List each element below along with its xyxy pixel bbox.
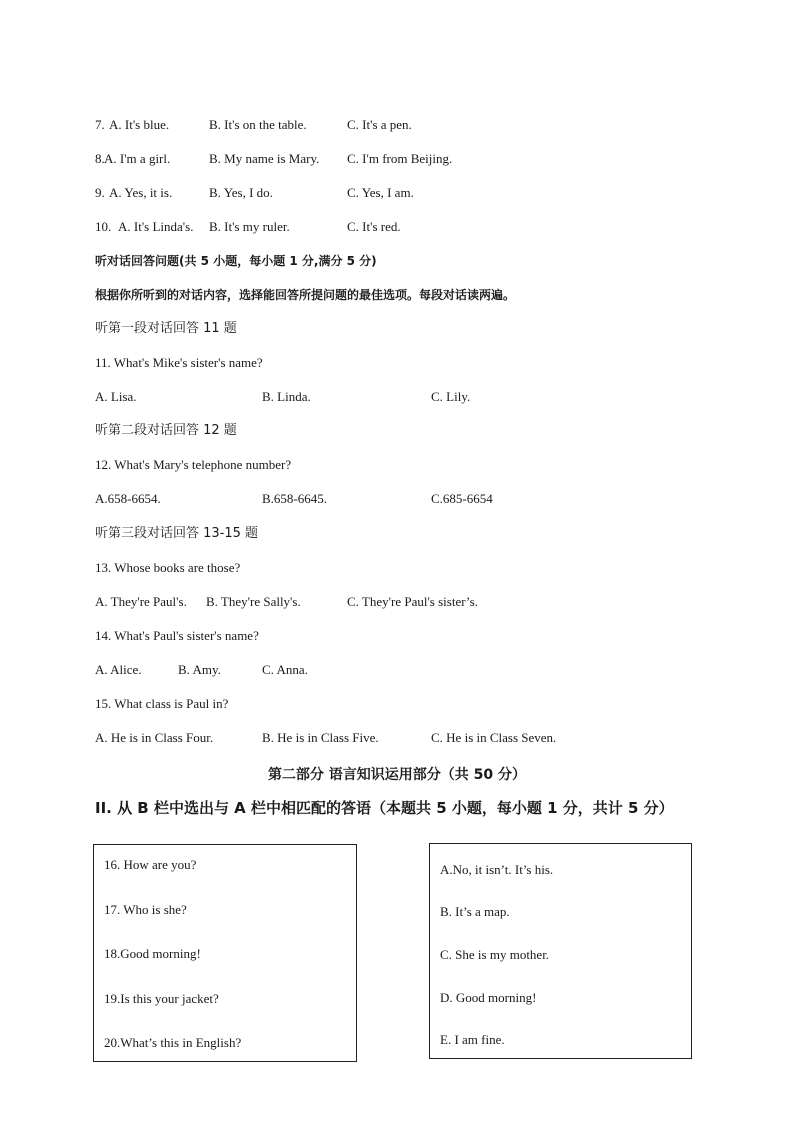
dialogue-part-1: 听第一段对话回答 11 题 xyxy=(95,321,237,336)
q13-option-c: C. They're Paul's sister’s. xyxy=(347,594,478,609)
column-a-item: 18.Good morning! xyxy=(104,946,201,961)
q7-option-a: A. It's blue. xyxy=(109,117,170,132)
q14-text: 14. What's Paul's sister's name? xyxy=(95,628,259,643)
q10-option-b: B. It's my ruler. xyxy=(209,219,290,234)
section-two-title: II. 从 B 栏中选出与 A 栏中相匹配的答语（本题共 5 小题，每小题 1 分，共计 5 分） xyxy=(95,799,674,817)
column-b-item: D. Good morning! xyxy=(440,990,537,1005)
q8-option-b: B. My name is Mary. xyxy=(209,151,320,166)
q8-option-c: C. I'm from Beijing. xyxy=(347,151,453,166)
column-a-item: 19.Is this your jacket? xyxy=(104,991,219,1006)
q9-option-c: C. Yes, I am. xyxy=(347,185,414,200)
q12-option-c: C.685-6654 xyxy=(431,491,493,506)
q10-option-a: A. It's Linda's. xyxy=(118,219,194,234)
column-b-item: B. It’s a map. xyxy=(440,904,510,919)
dialogue-part-2: 听第二段对话回答 12 题 xyxy=(95,423,237,438)
q13-option-a: A. They're Paul's. xyxy=(95,594,187,609)
q11-option-c: C. Lily. xyxy=(431,389,471,404)
q12-text: 12. What's Mary's telephone number? xyxy=(95,457,292,472)
q15-option-a: A. He is in Class Four. xyxy=(95,730,214,745)
q15-text: 15. What class is Paul in? xyxy=(95,696,229,711)
q14-option-a: A. Alice. xyxy=(95,662,142,677)
q9-option-a: A. Yes, it is. xyxy=(109,185,173,200)
q14-option-c: C. Anna. xyxy=(262,662,308,677)
column-a-item: 20.What’s this in English? xyxy=(104,1035,242,1050)
q15-option-b: B. He is in Class Five. xyxy=(262,730,379,745)
column-a-item: 17. Who is she? xyxy=(104,902,187,917)
q8-option-a: A. I'm a girl. xyxy=(104,151,171,166)
dialogue-section-title: 听对话回答问题(共 5 小题，每小题 1 分,满分 5 分) xyxy=(95,254,377,268)
column-a-item: 16. How are you? xyxy=(104,857,197,872)
q7-option-b: B. It's on the table. xyxy=(209,117,307,132)
column-a-box xyxy=(93,844,357,1062)
q13-option-b: B. They're Sally's. xyxy=(206,594,301,609)
column-b-item: A.No, it isn’t. It’s his. xyxy=(440,862,554,877)
q15-option-c: C. He is in Class Seven. xyxy=(431,730,557,745)
q8-number: 8. xyxy=(95,151,105,166)
part-two-title: 第二部分 语言知识运用部分（共 50 分） xyxy=(267,767,527,783)
column-b-item: C. She is my mother. xyxy=(440,947,550,962)
dialogue-part-3: 听第三段对话回答 13-15 题 xyxy=(95,526,259,541)
q12-option-b: B.658-6645. xyxy=(262,491,327,506)
q10-option-c: C. It's red. xyxy=(347,219,401,234)
dialogue-section-instruction: 根据你所听到的对话内容，选择能回答所提问题的最佳选项。每段对话读两遍。 xyxy=(95,288,516,302)
column-b-box xyxy=(429,843,692,1059)
q10-number: 10. xyxy=(95,219,112,234)
q12-option-a: A.658-6654. xyxy=(95,491,161,506)
column-b-item: E. I am fine. xyxy=(440,1032,505,1047)
q11-option-a: A. Lisa. xyxy=(95,389,137,404)
q7-option-c: C. It's a pen. xyxy=(347,117,412,132)
q11-option-b: B. Linda. xyxy=(262,389,311,404)
q13-text: 13. Whose books are those? xyxy=(95,560,241,575)
q9-option-b: B. Yes, I do. xyxy=(209,185,273,200)
q9-number: 9. xyxy=(95,185,105,200)
q14-option-b: B. Amy. xyxy=(178,662,221,677)
q11-text: 11. What's Mike's sister's name? xyxy=(95,355,263,370)
q7-number: 7. xyxy=(95,117,105,132)
